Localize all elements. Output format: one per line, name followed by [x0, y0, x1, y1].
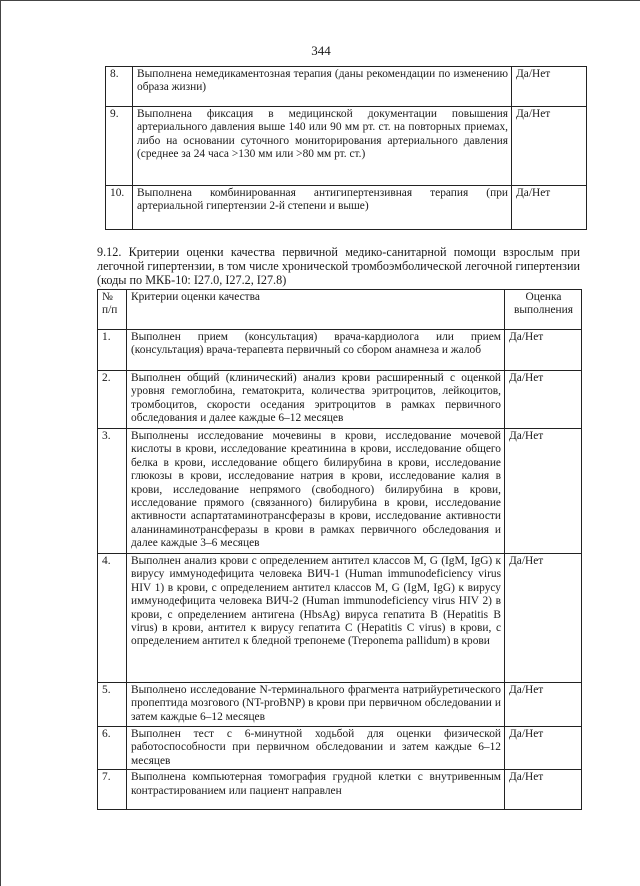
row-number: 6.	[98, 727, 127, 770]
table-row	[106, 107, 587, 186]
header-criterion: Критерии оценки качества	[127, 290, 505, 330]
table-row	[98, 429, 582, 554]
row-number: 9.	[106, 107, 133, 186]
row-number: 5.	[98, 683, 127, 727]
criteria-table-continued	[105, 66, 587, 230]
header-assessment: Оценка выполнения	[505, 290, 582, 330]
table-row	[98, 371, 582, 429]
row-number: 3.	[98, 429, 127, 554]
table-row	[98, 770, 582, 810]
row-number: 1.	[98, 330, 127, 371]
row-number: 4.	[98, 554, 127, 683]
criterion-text: Выполнен анализ крови с определением антител классов M, G (IgM, IgG) к вирусу иммунодефицита человека ВИЧ-1 (Human immunodeficiency virus HIV 1) в крови, с определением антител классов M, G (IgM, IgG) к вирусу иммунодефицита человека ВИЧ-2 (Human immunodeficiency virus HIV 2) в крови, с определением антигена (HbsAg) вируса гепатита B (Hepatitis B virus) в крови, антител к вирусу гепатита C (Hepatitis C virus) в крови, с определением антител к бледной трепонеме (Treponema pallidum) в крови	[127, 554, 505, 683]
table-row	[98, 683, 582, 727]
criterion-text: Выполнен прием (консультация) врача-кардиолога или прием (консультация) врача-терапевта первичный со сбором анамнеза и жалоб	[127, 330, 505, 371]
table-row	[98, 330, 582, 371]
header-number: № п/п	[98, 290, 127, 330]
table-header-row	[98, 290, 582, 330]
table-row	[106, 186, 587, 230]
assessment-value: Да/Нет	[505, 770, 582, 810]
row-number: 10.	[106, 186, 133, 230]
section-heading: 9.12. Критерии оценки качества первичной медико-санитарной помощи взрослым при легочной гипертензии, в том числе хронической тромбоэмболической легочной гипертензии (коды по МКБ-10: I27.0, I27.2, I27.8)	[97, 245, 580, 287]
table-row	[98, 727, 582, 770]
row-number: 7.	[98, 770, 127, 810]
criterion-text: Выполнены исследование мочевины в крови, исследование мочевой кислоты в крови, исследование креатинина в крови, исследование общего белка в крови, исследование общего билирубина в крови, исследование глюкозы в крови, исследование натрия в крови, исследование калия в крови, исследование непрямого (свободного) билирубина в крови, исследование прямого (связанного) билирубина в крови, исследование активности аспартатаминотрансферазы в крови, исследование активности аланинаминотрансферазы в крови в рамках первичного обследования и далее каждые 3–6 месяцев	[127, 429, 505, 554]
assessment-value: Да/Нет	[512, 107, 587, 186]
table-row	[98, 554, 582, 683]
row-number: 8.	[106, 67, 133, 107]
page-number: 344	[311, 43, 331, 58]
criteria-table	[97, 289, 582, 810]
assessment-value: Да/Нет	[512, 67, 587, 107]
criterion-text: Выполнена фиксация в медицинской документации повышения артериального давления выше 140 или 90 мм рт. ст. на повторных приемах, либо на основании суточного мониторирования артериального давления (среднее за 24 часа >130 мм или >80 мм рт. ст.)	[133, 107, 512, 186]
assessment-value: Да/Нет	[505, 727, 582, 770]
assessment-value: Да/Нет	[512, 186, 587, 230]
criterion-text: Выполнено исследование N-терминального фрагмента натрийуретического пропептида мозгового (NT-proBNP) в крови при первичном обследовании и затем каждые 6–12 месяцев	[127, 683, 505, 727]
assessment-value: Да/Нет	[505, 554, 582, 683]
assessment-value: Да/Нет	[505, 429, 582, 554]
criterion-text: Выполнен общий (клинический) анализ крови расширенный с оценкой уровня гемоглобина, гематокрита, количества эритроцитов, лейкоцитов, тромбоцитов, скорости оседания эритроцитов в рамках первичного обследования и далее каждые 6–12 месяцев	[127, 371, 505, 429]
table-row	[106, 67, 587, 107]
criterion-text: Выполнена комбинированная антигипертензивная терапия (при артериальной гипертензии 2-й степени и выше)	[133, 186, 512, 230]
assessment-value: Да/Нет	[505, 371, 582, 429]
criterion-text: Выполнена компьютерная томография грудной клетки с внутривенным контрастированием или пациент направлен	[127, 770, 505, 810]
assessment-value: Да/Нет	[505, 330, 582, 371]
criterion-text: Выполнен тест с 6-минутной ходьбой для оценки физической работоспособности при первичном обследовании и затем каждые 6–12 месяцев	[127, 727, 505, 770]
row-number: 2.	[98, 371, 127, 429]
assessment-value: Да/Нет	[505, 683, 582, 727]
criterion-text: Выполнена немедикаментозная терапия (даны рекомендации по изменению образа жизни)	[133, 67, 512, 107]
